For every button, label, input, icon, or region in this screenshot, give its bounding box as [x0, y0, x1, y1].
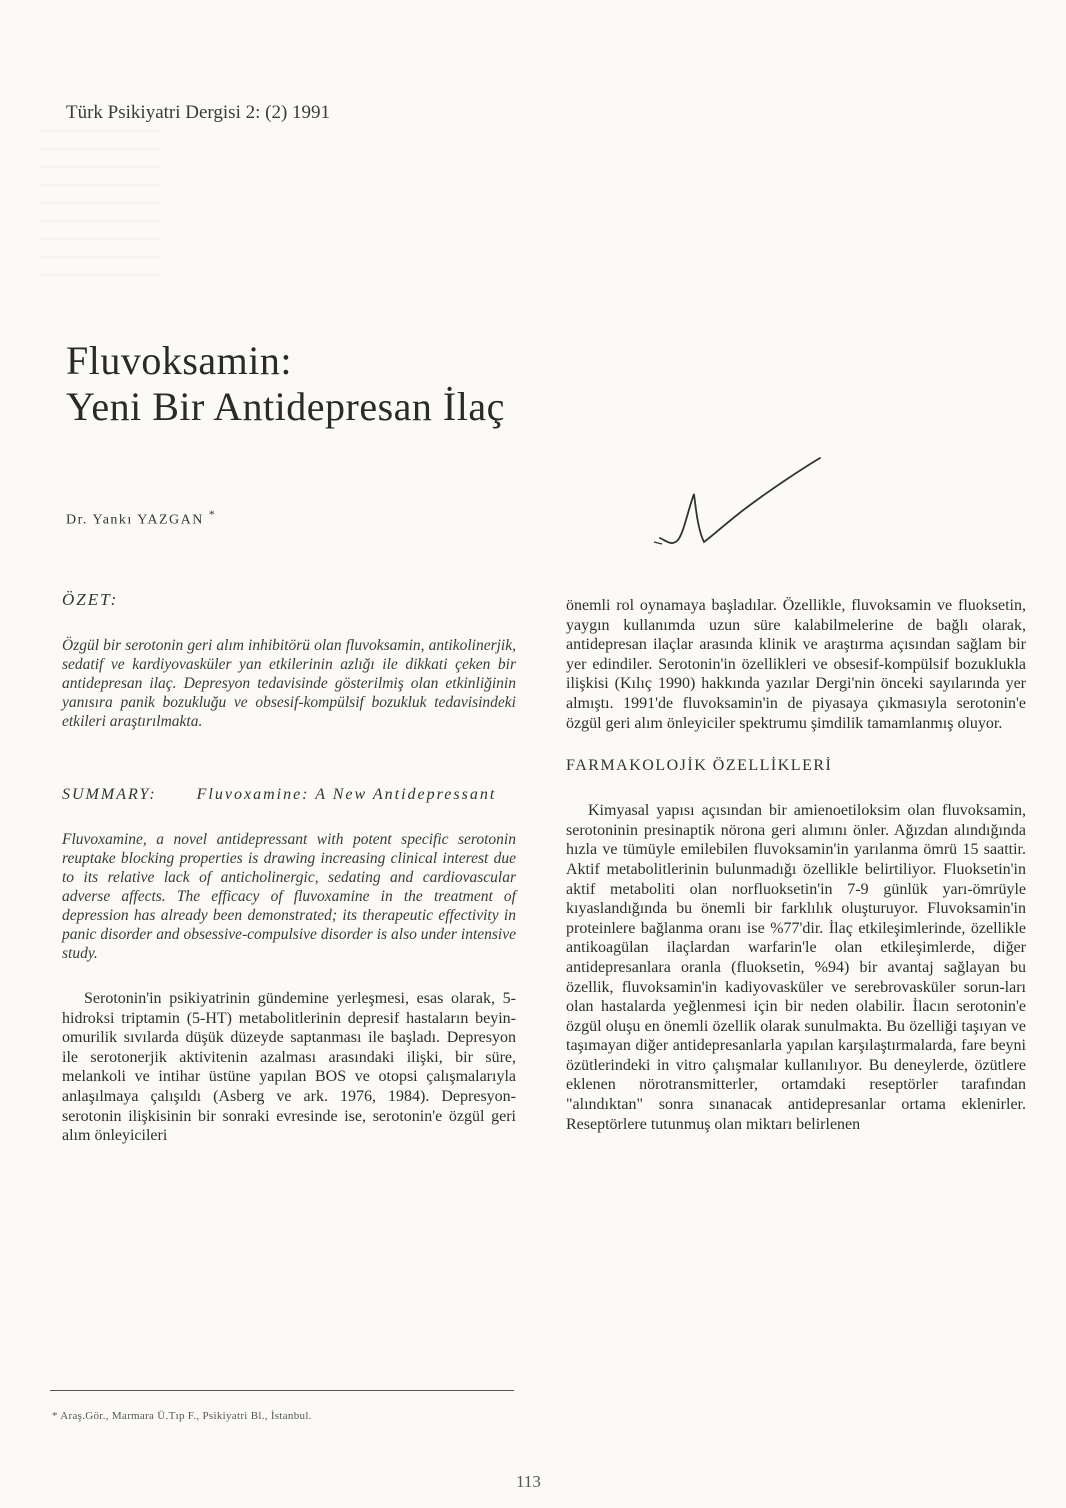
journal-header: Türk Psikiyatri Dergisi 2: (2) 1991	[66, 102, 331, 123]
title-line-1: Fluvoksamin:	[66, 338, 293, 383]
left-column	[62, 590, 516, 1146]
handwritten-signature-icon	[650, 450, 830, 560]
summary-heading	[62, 785, 516, 804]
scan-artifact	[40, 130, 160, 280]
footnote: * Araş.Gör., Marmara Ü.Tıp F., Psikiyatri Bl., İstanbul.	[52, 1410, 312, 1422]
author-line	[66, 508, 216, 529]
summary-title: Fluvoxamine: A New Antidepressant	[196, 786, 497, 803]
section-heading: FARMAKOLOJİK ÖZELLİKLERİ	[566, 757, 833, 775]
ozet-heading: ÖZET:	[62, 590, 119, 609]
page-number: 113	[516, 1472, 541, 1491]
author-footnote-mark: *	[208, 508, 217, 521]
right-column	[566, 596, 1026, 1134]
summary-text: Fluvoxamine, a novel antidepressant with potent specific serotonin reuptake blocking properties is drawing increasing clinical interest due to its relative lack of anticholinergic, sedating and cardiovascular adverse affects. The efficacy of fluvoxamine in the treatment of depression has already been demonstrated; its therapeutic effectivity in panic disorder and obsessive-compulsive disorder is also under intensive study.	[62, 831, 516, 962]
ozet-text: Özgül bir serotonin geri alım inhibitörü olan fluvoksamin, antikolinerjik, sedatif ve kardiyovasküler yan etkilerinin azlığı ile dikkati çeken bir antidepresan ilaç. Depresyon tedavisinde gösterilmiş olan etkinliğinin yanısıra panik bozukluğu ve obsesif-kompülsif bozukluk tedavisindeki etkileri araştırılmakta.	[62, 637, 516, 730]
title-line-2: Yeni Bir Antidepresan İlaç	[66, 384, 505, 429]
author-name: Dr. Yankı YAZGAN	[66, 512, 204, 528]
right-intro-text: önemli rol oynamaya başladılar. Özellikle, fluvoksamin ve fluoksetin, yaygın kullanımda uzun süre kalabilmelerine de bağlı olarak, antidepresan ilaçlar arasında klinik ve araştırma açısından sağlam bir yer edindiler. Serotonin'in özellikleri ve obsesif-kompülsif bozuklukla ilişkisi (Kılıç 1990) hakkında yazılar Dergi'nin önceki sayılarında yer almıştı. 1991'de fluvoksamin'in de piyasaya çıkmasıyla serotonin'e özgül geri alım önleyiciler spektrumu şimdilik tamamlanmış oluyor.	[566, 597, 1026, 732]
section-text: Kimyasal yapısı açısından bir amienoetiloksim olan fluvoksamin, serotoninin presinaptik nörona geri alımını önler. Ağızdan alındığında hızla ve tümüyle emilebilen fluvoksamin'in yarılanma ömrü 15 saattir. Aktif metabolitlerinin bulunmadığı özellikle belirtiliyor. Fluoksetin'in aktif metaboliti olan norfluoksetin'in 7-9 günlük yarı-ömrüyle kıyaslandığında bu önemli bir farklılık oluşturuyor. Fluvoksamin'in proteinlere bağlanma oranı ise %77'dir. İlaç etkileşimlerinde, özellikle antikoagülan ilaçlardan warfarin'le olan etkileşimlerde, diğer antidepresanlara oranla (fluoksetin, %94) bir avantaj sağlayan bu özellik, fluvoksamin'in kadiyovasküler ve serebrovasküler sorun-ları olan hastalarda yeğlenmesi için bir neden olabilir. İlacın serotonin'e özgül oluşu en önemli özellik olarak sunulmakta. Bu özelliği taşıyan ve taşımayan diğer antidepresanlarla yapılan karşılaştırmalarda, fare beyni özütlerindeki in vitro çalışmalar kullanılıyor. Bu deneylerde, özütlere eklenen nörotransmitterler, ortamdaki reseptörler tarafından "alındıktan" sonra sınanacak antidepresanlar ortama eklenirler. Reseptörlere tutunmuş olan miktarı belirlenen	[566, 802, 1026, 1133]
summary-label: SUMMARY:	[62, 786, 157, 803]
footnote-divider	[50, 1390, 514, 1391]
article-title	[66, 338, 505, 430]
left-body-text: Serotonin'in psikiyatrinin gündemine yerleşmesi, esas olarak, 5-hidroksi triptamin (5-HT) metabolitlerinin depresif hastaların beyin-omurilik sıvılarda düşük düzeyde saptanması ile başladı. Depresyon ile serotonerjik aktivitenin azalması arasındaki ilişki, bir süre, melankoli ve intihar üstüne yapılan BOS ve otopsi çalışmalarıyla anlaşılmaya çalışıldı (Asberg ve ark. 1976, 1984). Depresyon-serotonin ilişkisinin bir sonraki evresinde ise, serotonin'e özgül geri alım önleyicileri	[62, 990, 516, 1145]
